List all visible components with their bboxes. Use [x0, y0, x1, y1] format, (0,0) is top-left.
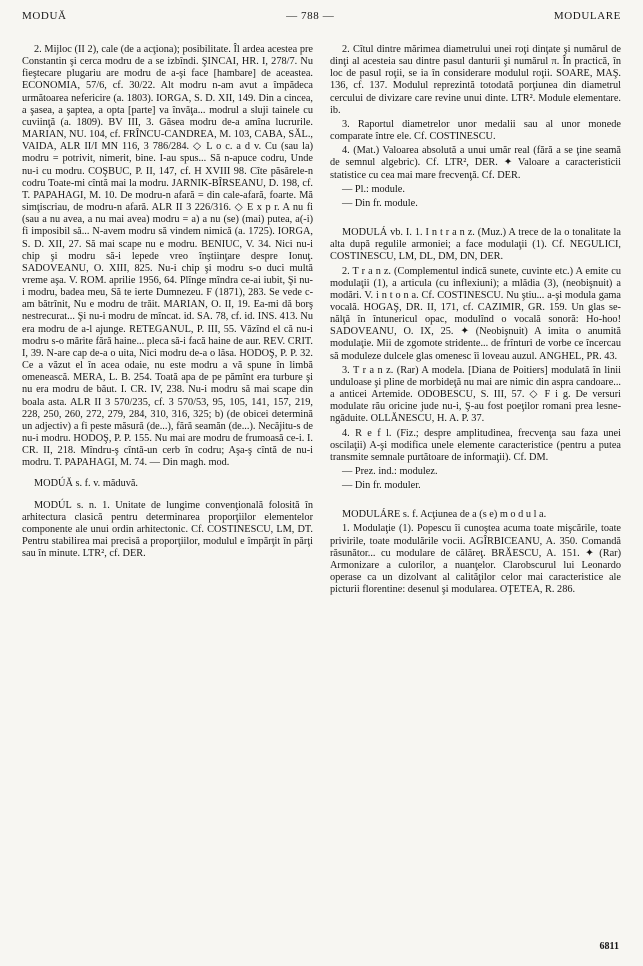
entry-modula-sense-4: 4. R e f l. (Fiz.; despre amplitudinea, frecvenţa sau faza unei oscilaţii) A-şi modifica unele elemente caracteristice (pentru a putea transmite semnale purtătoare de informaţii). Cf. DM.	[330, 427, 621, 463]
entry-modua: MODÚĂ s. f. v. măduvă.	[34, 478, 139, 490]
page-number: — 788 —	[286, 10, 335, 22]
entry-modulare: MODULÁRE s. f. Acţiunea de a (s e) m o d u l a.	[342, 509, 547, 521]
entry-modula-sense-3: 3. T r a n z. (Rar) A modela. [Diana de Poitiers] modulată în linii unduloase şi pline de morbideţă nu mai are nimic din aspra candoare... a anticei Artemide. ODOBESCU, S. III, 57. ◇ F i g. De versuri modulate rău oricine jude nu-i, Ş-au fost poeţilor romani prea lesne-ngăduite. OLLĂNESCU, H. A. P. 37.	[330, 364, 621, 425]
page-code: 6811	[599, 941, 619, 952]
two-column-body	[22, 44, 621, 596]
entry-modul-plural: — Pl.: module.	[342, 183, 405, 195]
entry-modula-sense-2: 2. T r a n z. (Complementul indică sunete, cuvinte etc.) A emite cu modulaţii (1), a articula (cu inflexiuni); a mlădia (3), (neobişnuit) a modări. V. i n t o n a. Cf. COSTINESCU. Nu ştiu... a-şi modula gama vocală. HOGAŞ, DR. II, 171, cf. CAZIMIR, GR. 159. Un glas se-nălţă în întunericul opac, modulînd o vocală sonoră: Ho-hoo! SADOVEANU, O. IX, 25. ✦ (Neobişnuit) A imita o anumită modulaţie. Mii de zgomote stridente... de frînturi de vorbe ce încercau să moduleze dulcele glas omenesc îi loveau auzul. ANGHEL, PR. 43.	[330, 265, 621, 362]
entry-modru-sense-2: 2. Mijloc (II 2), cale (de a acţiona); posibilitate. Îl ardea acestea pre Constantin şi cerca modru de a se izbîndi. ŞINCAI, HR. I, 278/7. Nu fieştecare plugariu are modru de a-şi face [hambare] de aceastea. ECONOMIA, 57/6, cf. 30/22. Alt modru n-am avut a împădeca următoarea nefericire (a. 1803). IORGA, S. D. XII, 149. Din a cincea, a şasea, a şaptea, a opta [parte] va învăţa... modrul a sluji tainele cu cuviinţă (a. 1809). BV III, 3. Găsea modru de-a amîna lucrurile. MARIAN, NU. 104, cf. FRÎNCU-CANDREA, M. 103, CABA, SĂL., VAIDA, ALR II/I MN 116, 3 786/284. ◇ L o c. a d v. Cu (sau la) modru = potrivit, nimerit, bine. I-au spus... Să n-apuce codru, Unde nu-i cu modru. COŞBUC, P. II, 147, cf. H XVIII 98. Cîte păsărele-n codru Toate-mi cîntă mai la modru. JARNIK-BÎRSEANU, D. 198, cf. T. PAPAHAGI, M. 10. De modru-n afară = din cale-afară, foarte. Mă simţiscriau, de modru-n afară. ALR II 3 226/316. ◇ E x p r. A nu fi (sau a nu avea, a nu mai avea) modru = a) a nu (se) (mai) putea, a(-i) fi imposibil să... N-avem modru să vindem nimică (a. 1725). IORGA, S. D. XII, 27. Să mai scape nu e modru. BENIUC, V. 34. Nici nu-i chip şi modru să-i lepede vreo înştiinţare despre Ionuţ. SADOVEANU, O. XIII, 825. Nu-i chip şi modru s-o duci multă vreme aşa. V. ROM. aprilie 1956, 64. Plînge mîndra ce-ai iubit, Şi nu-i modru, badea meu, Să te ierte Dumnezeu. F (1871), 283. Se vede c-am bătrînit, Nu e modru de trăit. MARIAN, O. II, 19. Ea-mi dă borş nestrecurat... Şi nu-i modru de mîncat. id. SA. 78, cf. id. INS. 413. Nu era modru de a-l ajunge. RETEGANUL, P. III, 55. Văzînd el că nu-i modru s-o mărite fără haine... pleca să-i facă haine de aur. REV. CRIT. I, 39. N-are cap de-a o uita, Nici modru de-a o lăsa. HODOŞ, P. P. 32. Ce a văzut el în acea odaie, nu este modru a vă spune în limbă omenească. MERA, L. B. 254. Toată apa de pe pămînt era turbure şi nu era modru de băut. I. CR. IV, 238. Nu-i modru să mai scape din boala asta. ALR II 3 570/235, cf. 3 570/53, 95, 105, 141, 157, 219, 228, 250, 260, 272, 279, 284, 310, 316, 325; b) (de obicei determină un adjectiv) a fi peste măsură (de...), fără seamăn (de...). Necăjitu-s de nu-i modru. HODOŞ, P. P. 155. Nu mai are modru de frumoasă ce-i. I. CR. II, 218. Mîndru-ş cîntă-un cerb în codru; Aşa-ş cîntă de nu-i modru. T. PAPAHAGI, M. 74. — Din magh. mod.	[22, 44, 313, 469]
right-column	[330, 44, 621, 596]
entry-modul-sense-2: 2. Cîtul dintre mărimea diametrului unei roţi dinţate şi numărul de dinţi al acesteia sau dintre pasul danturii şi numărul π. În practică, în loc de pasul roţii, se ia în considerare modulul roţii. SOARE, MAŞ. 136, cf. 137. Modulul reprezintă totodată porţiunea din diametrul cercului de divizare care revine unui dinte. LTR². Module elementare. ib.	[330, 44, 621, 116]
entry-modula-etymology: — Din fr. moduler.	[342, 480, 421, 492]
entry-modula-sense-1: MODULÁ vb. I. 1. I n t r a n z. (Muz.) A trece de la o tonalitate la alta după regulile armoniei; a face modulaţii (1). Cf. NEGULICI, COSTINESCU, LM, DL, DM, DN, DER.	[330, 227, 621, 263]
entry-modul-sense-1: MODÚL s. n. 1. Unitate de lungime convenţională folosită în arhitectura clasică pentru determinarea proporţiilor elementelor componente ale unui ordin arhitectonic. Cf. COSTINESCU, LM, DT. Pentru stabilirea mai precisă a proporţiilor, modulul e împărţit în părţi sau în minute. LTR², cf. DER.	[22, 499, 313, 560]
header-right-headword: MODULARE	[553, 10, 621, 22]
header-left-headword: MODUĂ	[22, 10, 67, 22]
left-column	[22, 44, 313, 596]
entry-modul-sense-3: 3. Raportul diametrelor unor medalii sau al unor monede comparate între ele. Cf. COSTINESCU.	[330, 118, 621, 143]
entry-modul-etymology: — Din fr. module.	[342, 197, 418, 209]
entry-modulare-sense-1: 1. Modulaţie (1). Popescu îi cunoştea acuma toate mişcările, toate privirile, toate modulările vocii. AGÎRBICEANU, A. 350. Comandă răsunător... cu modulare de călăreţ. BRĂESCU, A. 151. ✦ (Rar) Armonizare a culorilor, a nuanţelor. Clarobscurul lui Leonardo operase ca un dizolvant al calităţilor celor mai caracteristice ale picturii florentine: desenul şi modularea. OŢETEA, R. 286.	[330, 523, 621, 596]
entry-modul-sense-4: 4. (Mat.) Valoarea absolută a unui umăr real (fără a se ţine seamă de semnul algebric). Cf. LTR², DER. ✦ Valoare a caracteristicii statistice cu cea mai mare frecvenţă. Cf. DER.	[330, 145, 621, 181]
running-header	[22, 10, 621, 30]
entry-modula-present: — Prez. ind.: modulez.	[342, 466, 438, 477]
